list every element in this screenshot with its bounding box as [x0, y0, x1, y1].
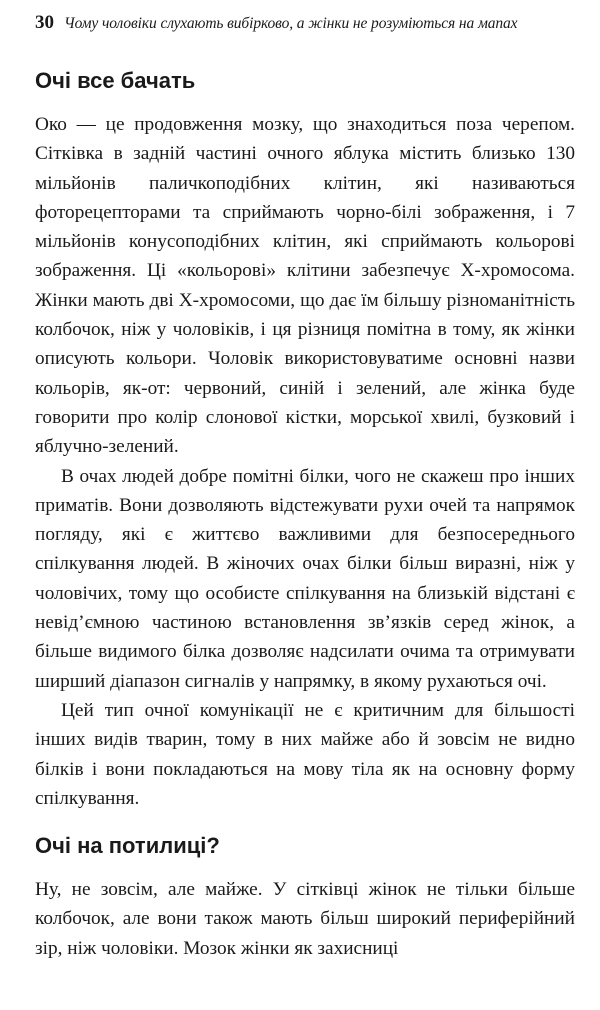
book-page	[35, 12, 575, 963]
section-heading-eyes-see-all: Очі все бачать	[35, 68, 196, 93]
book-title: Чому чоловіки слухають вибірково, а жінки не розуміються на мапах	[64, 15, 518, 32]
running-header	[35, 12, 575, 40]
section-heading-eyes-back-of-head: Очі на потилиці?	[35, 833, 220, 859]
paragraph-eye-whites: В очах людей добре помітні білки, чого не скажеш про інших приматів. Вони дозволяють відстежувати рухи очей та напрямок погляду, які є життєво важливими для безпосереднього спілкування людей. В жіночих очах білки більш виразні, ніж у чоловічих, тому що особисте спілкування на близькій відстані є невід’ємною частиною встановлення зв’язків серед жінок, а більше видимого білка дозволяє надсилати очима та отримувати ширший діапазон сигналів у напрямку, в якому рухаються очі.	[35, 465, 575, 692]
paragraph-peripheral-vision: Ну, не зовсім, але майже. У сітківці жінок не тільки більше колбочок, але вони також мають більш широкий периферійний зір, ніж чоловіки. Мозок жінки як захисниці	[35, 879, 575, 959]
paragraph-eye-communication: Цей тип очної комунікації не є критичним для більшості інших видів тварин, тому в них майже або й зовсім не видно білків і вони покладаються на мову тіла як на основну форму спілкування.	[35, 699, 575, 809]
page-number: 30	[35, 12, 54, 33]
paragraph-eye-anatomy: Око — це продовження мозку, що знаходиться поза черепом. Сітківка в задній частині очного яблука містить близько 130 мільйонів паличкоподібних клітин, які називаються фоторецепторами та сприймають чорно-білі зображення, і 7 мільйонів конусоподібних клітин, які сприймають кольорові зображення. Ці «кольорові» клітини забезпечує Х-хромосома. Жінки мають дві Х-хромосоми, що дає їм більшу різноманітність колбочок, ніж у чоловіків, і ця різниця помітна в тому, як жінки описують кольори. Чоловік використовуватиме основні назви кольорів, як-от: червоний, синій і зелений, але жінка буде говорити про колір слонової кістки, морської хвилі, бузковий і яблучно-зелений.	[35, 114, 575, 458]
